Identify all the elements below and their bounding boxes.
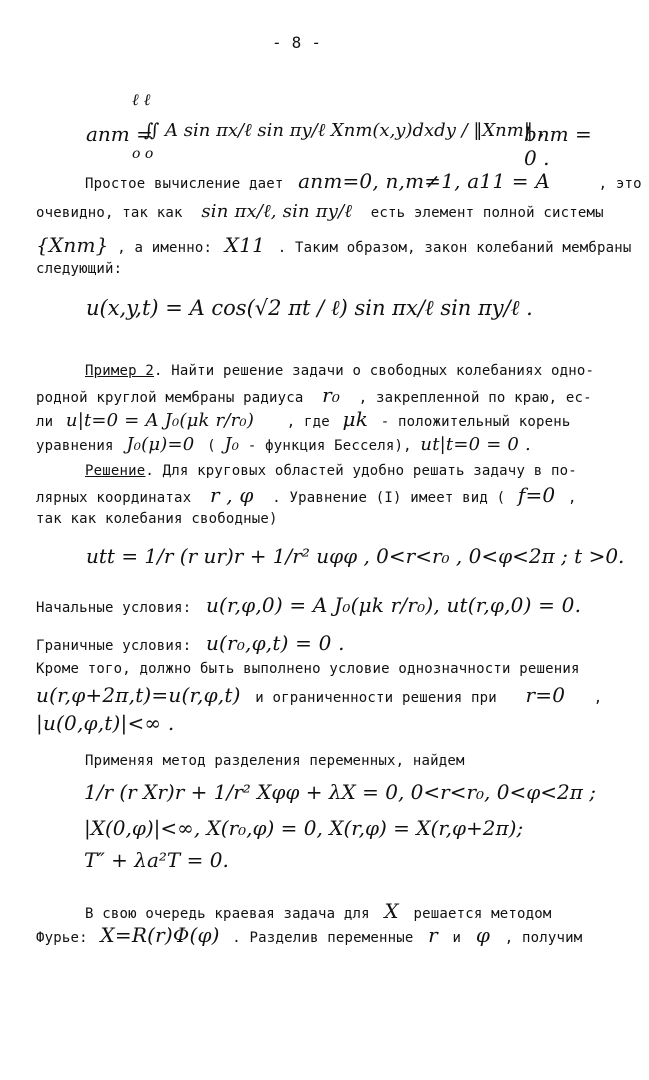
formula-inline: |u(0,φ,t)|<∞ . [36,711,175,735]
solution-line3: так как колебания свободные) [36,511,278,527]
para1-line2 [36,203,604,222]
text: - положительный корень [380,414,571,430]
para1-line3 [36,233,632,257]
para1-line4: следующий: [36,261,123,277]
text: , а именно: [117,240,213,256]
initial-conditions [36,593,582,617]
formula-anm-limits-bottom: o o [132,146,154,162]
text: , получим [504,930,583,946]
formula-inline: J₀ [224,434,240,455]
text: . Разделив переменные [232,930,414,946]
text: Простое вычисление дает [85,176,284,192]
formula-wave-eq: utt = 1/r (r ur)r + 1/r² uφφ , 0<r<r₀ , 0<φ<2π ; t >0. [86,544,625,568]
formula-u: u(x,y,t) = A cos(√2 πt / ℓ) sin πx/ℓ sin πy/ℓ . [86,296,533,320]
formula-inline: r [428,923,438,947]
formula-anm [86,90,606,170]
example-title: Пример 2 [85,363,155,379]
text: ( [207,438,216,454]
text: , закрепленной по краю, ес- [358,390,592,406]
system-line2: |X(0,φ)|<∞, X(r₀,φ) = 0, X(r,φ) = X(r,φ+2π); [84,816,524,840]
formula-inline: X11 [224,233,266,257]
formula-inline: r , φ [209,483,254,507]
formula-inline: r=0 [525,683,566,707]
formula-inline: u|t=0 = A J₀(μk r/r₀) [65,410,255,431]
text: решается методом [413,906,552,922]
formula-inline: r₀ [322,383,341,407]
formula-anm-body: ∬ A sin πx/ℓ sin πy/ℓ Xnm(x,y)dxdy / ‖Xnm‖ , [144,120,545,141]
text: и ограниченности решения при [255,690,497,706]
formula-inline: f=0 [517,483,556,507]
system-line1: 1/r (r Xr)r + 1/r² Xφφ + λX = 0, 0<r<r₀, 0<φ<2π ; [84,780,596,804]
text: есть элемент полной системы [370,205,604,221]
boundary-conditions [36,631,345,655]
formula-inline: X=R(r)Φ(φ) [100,923,220,947]
system-line3: T″ + λa²T = 0. [84,848,229,872]
solution-line2 [36,483,577,507]
formula-inline: u(r,φ+2π,t)=u(r,φ,t) [36,683,241,707]
text: - функция Бесселя), [247,438,412,454]
formula-inline: u(r₀,φ,t) = 0 . [205,631,345,655]
text: . Найти решение задачи о свободных колебаниях одно- [154,363,595,379]
formula-inline: anm=0, n,m≠1, a11 = A [298,169,550,193]
formula-inline: J₀(μ)=0 [126,434,195,455]
text: . Уравнение (I) имеет вид ( [272,490,506,506]
text: . Для круговых областей удобно решать задачу в по- [145,463,577,479]
text: родной круглой мембраны радиуса [36,390,304,406]
text: лярных координатах [36,490,192,506]
formula-bnm: bnm = 0 . [524,122,592,170]
text: очевидно, так как [36,205,183,221]
formula-inline: ut|t=0 = 0 . [420,434,531,455]
formula-inline: sin πx/ℓ, sin πy/ℓ [201,201,353,222]
formula-inline: {Xnm} [36,233,109,257]
example-line4 [36,436,531,455]
text: . Таким образом, закон колебаний мембраны [277,240,632,256]
text: , где [286,414,330,430]
text: , это [598,176,642,192]
example-line3 [36,407,571,431]
example-line2 [36,383,592,407]
example-line1 [85,362,594,380]
text: В свою очередь краевая задача для [85,906,370,922]
final-line2 [36,923,583,947]
method-line: Применяя метод разделения переменных, найдем [85,753,465,769]
cond-line3 [36,711,175,735]
formula-inline: X [384,899,399,923]
formula-inline: φ [475,923,491,947]
solution-line1 [85,462,577,480]
cond-line1: Кроме того, должно быть выполнено условие однозначности решения [36,661,580,677]
text: Фурье: [36,930,88,946]
text: , [593,690,603,706]
text: Начальные условия: [36,600,192,616]
text: , [568,490,577,506]
cond-line2 [36,683,603,707]
formula-inline: μk [342,407,369,431]
text: уравнения [36,438,114,454]
page-number: - 8 - [272,33,322,52]
solution-title: Решение [85,463,146,479]
formula-inline: u(r,φ,0) = A J₀(μk r/r₀), ut(r,φ,0) = 0. [205,593,582,617]
text: ли [36,414,54,430]
para1-line1 [85,169,642,193]
formula-anm-limits-top: ℓ ℓ [132,90,151,109]
text: и [452,930,462,946]
formula-anm-lhs: anm = [86,122,153,146]
final-line1 [85,899,552,923]
text: Граничные условия: [36,638,192,654]
